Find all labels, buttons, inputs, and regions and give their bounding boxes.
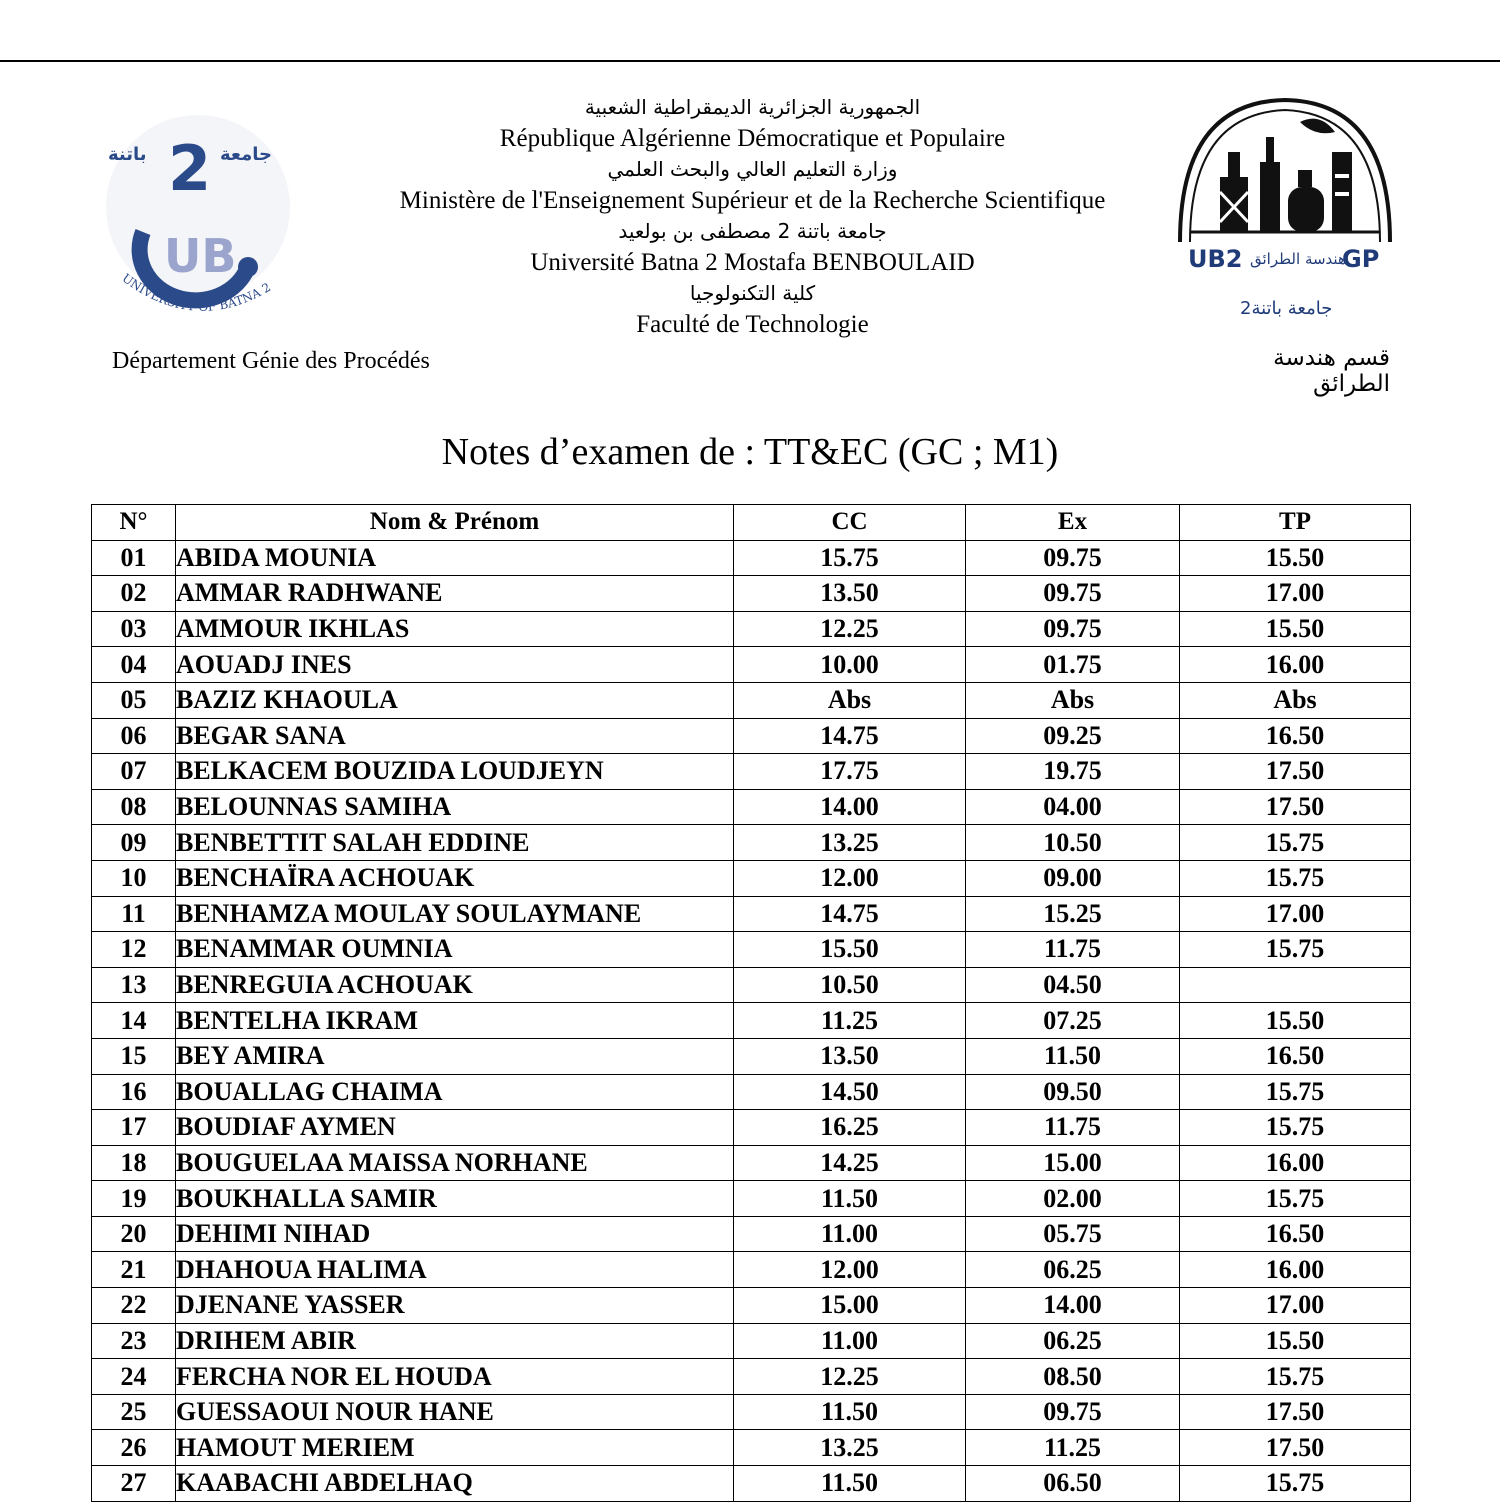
student-number: 17 <box>92 1110 176 1146</box>
student-number: 07 <box>92 754 176 790</box>
exam-title: Notes d’examen de : TT&EC (GC ; M1) <box>441 431 1059 473</box>
header-ar-ministry: وزارة التعليم العالي والبحث العلمي <box>607 157 898 181</box>
student-name: BENREGUIA ACHOUAK <box>176 967 734 1003</box>
grade-ex: 01.75 <box>966 647 1180 683</box>
student-name: BENAMMAR OUMNIA <box>176 932 734 968</box>
table-row <box>92 967 1411 1003</box>
student-number: 21 <box>92 1252 176 1288</box>
table-row <box>92 1430 1411 1466</box>
grade-tp: 16.50 <box>1180 718 1411 754</box>
table-row <box>92 1323 1411 1359</box>
student-number: 24 <box>92 1359 176 1395</box>
institution-header <box>350 92 1155 340</box>
logo-letters: UB <box>164 229 237 283</box>
student-name: BOUKHALLA SAMIR <box>176 1181 734 1217</box>
logo-ring-text: UNIVERSITY OF BATNA 2 <box>119 270 274 314</box>
grade-cc: 14.50 <box>734 1074 966 1110</box>
table-row <box>92 789 1411 825</box>
grade-tp: 15.75 <box>1180 860 1411 896</box>
grade-cc: 15.00 <box>734 1288 966 1324</box>
grade-cc: 14.75 <box>734 718 966 754</box>
table-row <box>92 1216 1411 1252</box>
student-name: HAMOUT MERIEM <box>176 1430 734 1466</box>
department-name-ar: قسم هندسة الطرائق <box>1273 345 1390 397</box>
table-row <box>92 754 1411 790</box>
student-number: 26 <box>92 1430 176 1466</box>
student-number: 03 <box>92 611 176 647</box>
table-row <box>92 932 1411 968</box>
grade-tp: 15.50 <box>1180 540 1411 576</box>
student-number: 25 <box>92 1394 176 1430</box>
top-rule <box>0 60 1500 62</box>
grade-cc: 11.50 <box>734 1466 966 1502</box>
grade-cc: 12.25 <box>734 1359 966 1395</box>
grade-tp: 16.50 <box>1180 1216 1411 1252</box>
student-number: 01 <box>92 540 176 576</box>
grade-ex: 11.75 <box>966 1110 1180 1146</box>
grade-cc: 12.00 <box>734 860 966 896</box>
grade-tp: 17.00 <box>1180 1288 1411 1324</box>
table-row <box>92 1288 1411 1324</box>
grade-tp: 15.75 <box>1180 825 1411 861</box>
grade-ex: 15.25 <box>966 896 1180 932</box>
grade-cc: 11.00 <box>734 1216 966 1252</box>
logo-gp-mark: GP <box>1342 245 1380 273</box>
table-row <box>92 1003 1411 1039</box>
student-name: DJENANE YASSER <box>176 1288 734 1324</box>
header-ar-university: جامعة باتنة 2 مصطفى بن بولعيد <box>618 219 887 243</box>
grade-ex: 09.75 <box>966 576 1180 612</box>
table-row <box>92 611 1411 647</box>
department-name-fr: Département Génie des Procédés <box>112 348 430 374</box>
student-name: BENHAMZA MOULAY SOULAYMANE <box>176 896 734 932</box>
student-number: 22 <box>92 1288 176 1324</box>
grade-ex: 14.00 <box>966 1288 1180 1324</box>
student-number: 05 <box>92 682 176 718</box>
grade-ex: 09.00 <box>966 860 1180 896</box>
table-row <box>92 1145 1411 1181</box>
student-name: BAZIZ KHAOULA <box>176 682 734 718</box>
grade-ex: 11.75 <box>966 932 1180 968</box>
student-number: 18 <box>92 1145 176 1181</box>
header-ar-republic: الجمهورية الجزائرية الديمقراطية الشعبية <box>584 95 921 119</box>
grade-ex: 11.25 <box>966 1430 1180 1466</box>
header-fr-faculty: Faculté de Technologie <box>636 311 869 338</box>
grade-cc: 13.50 <box>734 576 966 612</box>
grade-ex: Abs <box>966 682 1180 718</box>
student-name: AOUADJ INES <box>176 647 734 683</box>
grade-tp: 16.00 <box>1180 1252 1411 1288</box>
grade-tp: 15.75 <box>1180 1074 1411 1110</box>
grade-ex: 09.75 <box>966 611 1180 647</box>
grade-cc: 11.50 <box>734 1181 966 1217</box>
student-name: BELKACEM BOUZIDA LOUDJEYN <box>176 754 734 790</box>
grade-tp: 17.50 <box>1180 1430 1411 1466</box>
grade-ex: 07.25 <box>966 1003 1180 1039</box>
grade-tp: 15.75 <box>1180 1466 1411 1502</box>
grade-ex: 06.25 <box>966 1252 1180 1288</box>
grade-ex: 06.25 <box>966 1323 1180 1359</box>
column-header-name: Nom & Prénom <box>176 505 734 541</box>
student-number: 09 <box>92 825 176 861</box>
grade-ex: 06.50 <box>966 1466 1180 1502</box>
table-row <box>92 1038 1411 1074</box>
grade-ex: 09.75 <box>966 1394 1180 1430</box>
table-row <box>92 718 1411 754</box>
student-name: BENBETTIT SALAH EDDINE <box>176 825 734 861</box>
student-number: 11 <box>92 896 176 932</box>
table-row <box>92 540 1411 576</box>
student-name: GUESSAOUI NOUR HANE <box>176 1394 734 1430</box>
grade-cc: 14.00 <box>734 789 966 825</box>
grade-tp: 16.00 <box>1180 1145 1411 1181</box>
student-name: KAABACHI ABDELHAQ <box>176 1466 734 1502</box>
grade-ex: 15.00 <box>966 1145 1180 1181</box>
student-number: 08 <box>92 789 176 825</box>
grade-cc: 11.25 <box>734 1003 966 1039</box>
logo-ar-right: جامعة <box>220 144 272 165</box>
table-row <box>92 1074 1411 1110</box>
grade-ex: 04.50 <box>966 967 1180 1003</box>
grade-tp: 16.50 <box>1180 1038 1411 1074</box>
grade-tp: Abs <box>1180 682 1411 718</box>
student-name: DHAHOUA HALIMA <box>176 1252 734 1288</box>
student-name: FERCHA NOR EL HOUDA <box>176 1359 734 1395</box>
grade-cc: Abs <box>734 682 966 718</box>
grade-cc: 14.25 <box>734 1145 966 1181</box>
grade-tp: 15.75 <box>1180 1359 1411 1395</box>
student-name: BOUALLAG CHAIMA <box>176 1074 734 1110</box>
grades-table <box>91 504 1411 1502</box>
column-header-num: N° <box>92 505 176 541</box>
grade-cc: 13.50 <box>734 1038 966 1074</box>
column-header-ex: Ex <box>966 505 1180 541</box>
student-number: 10 <box>92 860 176 896</box>
logo-ar-left: باتنة <box>108 144 147 165</box>
department-logo <box>1170 92 1400 332</box>
table-row <box>92 682 1411 718</box>
table-row <box>92 1359 1411 1395</box>
grade-cc: 12.25 <box>734 611 966 647</box>
grade-cc: 10.00 <box>734 647 966 683</box>
grade-ex: 02.00 <box>966 1181 1180 1217</box>
grade-ex: 11.50 <box>966 1038 1180 1074</box>
student-number: 14 <box>92 1003 176 1039</box>
student-number: 06 <box>92 718 176 754</box>
table-row <box>92 896 1411 932</box>
student-number: 12 <box>92 932 176 968</box>
grade-tp: 15.75 <box>1180 1181 1411 1217</box>
grade-cc: 13.25 <box>734 1430 966 1466</box>
grade-cc: 12.00 <box>734 1252 966 1288</box>
student-name: AMMAR RADHWANE <box>176 576 734 612</box>
student-number: 16 <box>92 1074 176 1110</box>
grades-table-body <box>92 540 1411 1501</box>
table-row <box>92 1394 1411 1430</box>
student-name: AMMOUR IKHLAS <box>176 611 734 647</box>
grade-tp: 15.50 <box>1180 1323 1411 1359</box>
table-row <box>92 1181 1411 1217</box>
student-number: 23 <box>92 1323 176 1359</box>
grade-tp: 17.00 <box>1180 896 1411 932</box>
header-fr-university: Université Batna 2 Mostafa BENBOULAID <box>530 249 975 276</box>
grade-ex: 09.25 <box>966 718 1180 754</box>
grade-cc: 17.75 <box>734 754 966 790</box>
student-number: 20 <box>92 1216 176 1252</box>
student-number: 19 <box>92 1181 176 1217</box>
grade-tp: 17.50 <box>1180 789 1411 825</box>
grade-ex: 09.75 <box>966 540 1180 576</box>
column-header-cc: CC <box>734 505 966 541</box>
grade-cc: 10.50 <box>734 967 966 1003</box>
grade-ex: 08.50 <box>966 1359 1180 1395</box>
grade-ex: 05.75 <box>966 1216 1180 1252</box>
student-name: BOUDIAF AYMEN <box>176 1110 734 1146</box>
grade-ex: 19.75 <box>966 754 1180 790</box>
student-name: ABIDA MOUNIA <box>176 540 734 576</box>
student-name: BEY AMIRA <box>176 1038 734 1074</box>
table-row <box>92 1110 1411 1146</box>
grade-cc: 11.00 <box>734 1323 966 1359</box>
grade-cc: 13.25 <box>734 825 966 861</box>
grade-cc: 16.25 <box>734 1110 966 1146</box>
logo-number: 2 <box>168 132 212 205</box>
grade-ex: 04.00 <box>966 789 1180 825</box>
student-name: DRIHEM ABIR <box>176 1323 734 1359</box>
grade-ex: 10.50 <box>966 825 1180 861</box>
student-number: 13 <box>92 967 176 1003</box>
logo-ar-univ: جامعة باتنة2 <box>1240 298 1333 319</box>
grade-cc: 14.75 <box>734 896 966 932</box>
grade-cc: 15.50 <box>734 932 966 968</box>
table-header-row <box>92 505 1411 541</box>
student-name: BENTELHA IKRAM <box>176 1003 734 1039</box>
student-name: BOUGUELAA MAISSA NORHANE <box>176 1145 734 1181</box>
student-name: BELOUNNAS SAMIHA <box>176 789 734 825</box>
grade-tp: 17.50 <box>1180 754 1411 790</box>
grade-cc: 15.75 <box>734 540 966 576</box>
student-number: 15 <box>92 1038 176 1074</box>
student-name: BEGAR SANA <box>176 718 734 754</box>
table-row <box>92 647 1411 683</box>
grade-tp: 17.50 <box>1180 1394 1411 1430</box>
table-row <box>92 576 1411 612</box>
student-number: 04 <box>92 647 176 683</box>
student-name: DEHIMI NIHAD <box>176 1216 734 1252</box>
table-row <box>92 1466 1411 1502</box>
header-fr-ministry: Ministère de l'Enseignement Supérieur et de la Recherche Scientifique <box>399 187 1106 214</box>
table-row <box>92 1252 1411 1288</box>
grade-tp: 16.00 <box>1180 647 1411 683</box>
column-header-tp: TP <box>1180 505 1411 541</box>
grade-tp: 17.00 <box>1180 576 1411 612</box>
student-number: 27 <box>92 1466 176 1502</box>
grade-tp <box>1180 967 1411 1003</box>
university-logo <box>98 82 298 332</box>
grade-tp: 15.75 <box>1180 1110 1411 1146</box>
student-number: 02 <box>92 576 176 612</box>
header-fr-republic: République Algérienne Démocratique et Populaire <box>499 125 1006 152</box>
grade-tp: 15.50 <box>1180 611 1411 647</box>
logo-ar-dept: هندسة الطرائق <box>1250 250 1346 268</box>
grade-ex: 09.50 <box>966 1074 1180 1110</box>
logo-ub2-mark: UB2 <box>1188 245 1243 273</box>
header-ar-faculty: كلية التكنولوجيا <box>689 281 816 305</box>
grade-tp: 15.75 <box>1180 932 1411 968</box>
grade-cc: 11.50 <box>734 1394 966 1430</box>
table-row <box>92 825 1411 861</box>
student-name: BENCHAÏRA ACHOUAK <box>176 860 734 896</box>
grade-tp: 15.50 <box>1180 1003 1411 1039</box>
table-row <box>92 860 1411 896</box>
